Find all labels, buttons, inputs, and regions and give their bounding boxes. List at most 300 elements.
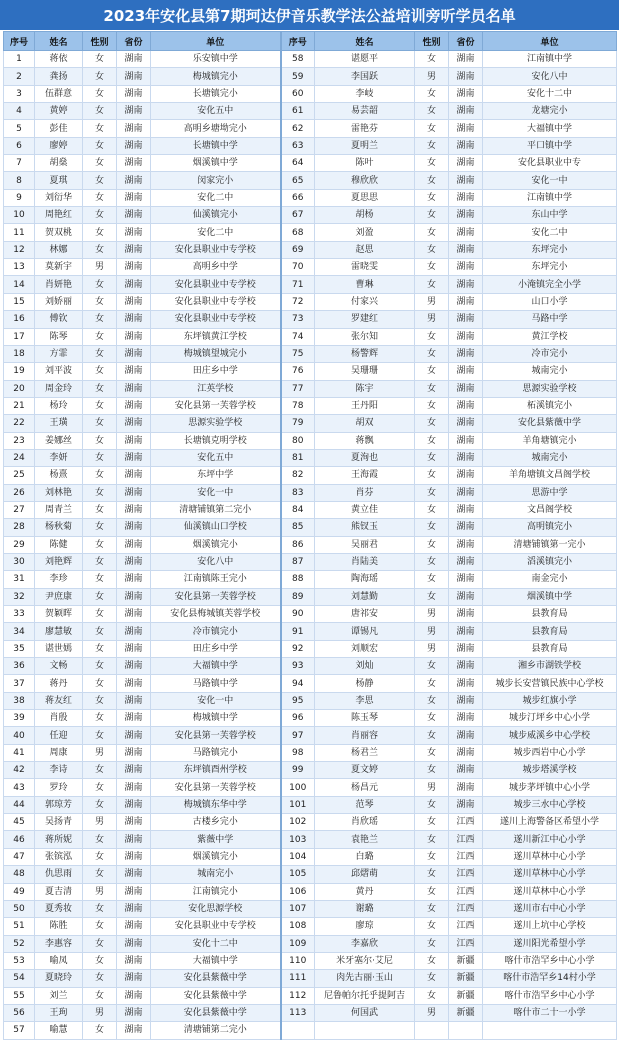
cell-gender: 女 — [83, 432, 117, 449]
cell-unit: 安化县第一芙蓉学校 — [151, 727, 281, 744]
cell-number: 22 — [4, 415, 35, 432]
col-header-unit: 单位 — [151, 32, 281, 51]
cell-gender: 男 — [83, 1004, 117, 1021]
cell-province: 湖南 — [449, 449, 483, 466]
cell-gender: 男 — [83, 814, 117, 831]
cell-gender: 女 — [83, 866, 117, 883]
cell-province: 湖南 — [117, 363, 151, 380]
cell-gender: 女 — [83, 155, 117, 172]
cell-unit: 思游中学 — [483, 484, 617, 501]
cell-number: 44 — [4, 796, 35, 813]
cell-name: 雷晓雯 — [315, 259, 415, 276]
cell-unit: 烟溪镇完小 — [151, 536, 281, 553]
cell-name: 肖丽容 — [315, 727, 415, 744]
cell-province: 湖南 — [117, 432, 151, 449]
cell-unit: 山口小学 — [483, 293, 617, 310]
cell-name: 喻凤 — [35, 952, 83, 969]
cell-number: 113 — [281, 1004, 315, 1021]
cell-name: 尹庶康 — [35, 588, 83, 605]
cell-unit: 东坪中学 — [151, 467, 281, 484]
cell-unit: 城步三水中心学校 — [483, 796, 617, 813]
cell-province: 湖南 — [117, 155, 151, 172]
cell-unit: 江英学校 — [151, 380, 281, 397]
cell-name: 贺颖晖 — [35, 606, 83, 623]
cell-name: 李岐 — [315, 85, 415, 102]
cell-unit: 城步长安营镇民族中心学校 — [483, 675, 617, 692]
col-header-province: 省份 — [449, 32, 483, 51]
table-row — [4, 189, 617, 206]
cell-name: 林娜 — [35, 241, 83, 258]
cell-number: 26 — [4, 484, 35, 501]
cell-province: 湖南 — [449, 606, 483, 623]
cell-province: 湖南 — [117, 1022, 151, 1039]
cell-gender: 女 — [415, 588, 449, 605]
cell-gender: 女 — [415, 744, 449, 761]
table-row — [4, 692, 617, 709]
table-row — [4, 415, 617, 432]
cell-unit: 思源实验学校 — [151, 415, 281, 432]
cell-unit: 黄江学校 — [483, 328, 617, 345]
cell-number: 19 — [4, 363, 35, 380]
cell-name: 王海霞 — [315, 467, 415, 484]
cell-gender: 女 — [83, 831, 117, 848]
cell-number: 103 — [281, 831, 315, 848]
cell-number: 39 — [4, 710, 35, 727]
cell-name: 李国跃 — [315, 68, 415, 85]
cell-unit: 喀什市浩罕乡14村小学 — [483, 970, 617, 987]
table-row — [4, 553, 617, 570]
cell-name: 肖殷 — [35, 710, 83, 727]
table-row — [4, 103, 617, 120]
cell-name: 肖陆美 — [315, 553, 415, 570]
cell-name: 任迎 — [35, 727, 83, 744]
cell-number: 1 — [4, 51, 35, 68]
table-row — [4, 137, 617, 154]
cell-name: 蒋所妮 — [35, 831, 83, 848]
table-row — [4, 987, 617, 1004]
cell-unit: 遂川上海警备区希望小学 — [483, 814, 617, 831]
cell-unit: 安化一中 — [483, 172, 617, 189]
cell-name: 穆欣欣 — [315, 172, 415, 189]
cell-province: 湖南 — [449, 658, 483, 675]
cell-unit: 安化县紫薇中学 — [151, 970, 281, 987]
cell-name: 张镔泓 — [35, 848, 83, 865]
cell-province: 湖南 — [449, 293, 483, 310]
cell-name: 胡双 — [315, 415, 415, 432]
cell-name: 李惠容 — [35, 935, 83, 952]
cell-name: 贺双桃 — [35, 224, 83, 241]
cell-province: 湖南 — [117, 883, 151, 900]
table-row — [4, 519, 617, 536]
cell-gender: 女 — [83, 848, 117, 865]
cell-number: 5 — [4, 120, 35, 137]
cell-gender: 女 — [415, 710, 449, 727]
table-row — [4, 311, 617, 328]
cell-unit: 安化思源学校 — [151, 900, 281, 917]
cell-number: 70 — [281, 259, 315, 276]
cell-number: 63 — [281, 137, 315, 154]
cell-name: 杨玲 — [35, 397, 83, 414]
cell-unit: 长塘镇中学 — [151, 137, 281, 154]
cell-number: 12 — [4, 241, 35, 258]
table-row — [4, 796, 617, 813]
cell-province: 江西 — [449, 935, 483, 952]
cell-unit: 遂川上坑中心学校 — [483, 918, 617, 935]
cell-number: 47 — [4, 848, 35, 865]
cell-gender: 女 — [415, 207, 449, 224]
cell-name: 刘盈 — [315, 224, 415, 241]
cell-province: 湖南 — [117, 918, 151, 935]
cell-province: 湖南 — [449, 762, 483, 779]
cell-province: 湖南 — [117, 207, 151, 224]
cell-gender: 女 — [83, 918, 117, 935]
cell-number: 85 — [281, 519, 315, 536]
cell-number: 107 — [281, 900, 315, 917]
cell-province: 湖南 — [449, 571, 483, 588]
cell-number: 99 — [281, 762, 315, 779]
cell-unit: 喀什市二十一小学 — [483, 1004, 617, 1021]
cell-unit: 城南完小 — [151, 866, 281, 883]
cell-name: 刘灿 — [315, 658, 415, 675]
cell-unit: 清塘铺镇第二完小 — [151, 501, 281, 518]
cell-name: 李珍 — [35, 571, 83, 588]
cell-province: 湖南 — [117, 311, 151, 328]
cell-province — [449, 1022, 483, 1039]
cell-gender: 女 — [415, 85, 449, 102]
cell-province: 江西 — [449, 831, 483, 848]
cell-name: 胡燊 — [35, 155, 83, 172]
cell-unit: 梅城镇中学 — [151, 710, 281, 727]
cell-number: 35 — [4, 640, 35, 657]
cell-number: 95 — [281, 692, 315, 709]
cell-unit: 羊角塘镇完小 — [483, 432, 617, 449]
cell-unit: 闵家完小 — [151, 172, 281, 189]
page-title: 2023年安化县第7期珂达伊音乐教学法公益培训旁听学员名单 — [0, 0, 619, 30]
cell-unit: 羊角塘镇文昌阁学校 — [483, 467, 617, 484]
cell-gender: 女 — [83, 51, 117, 68]
cell-number: 87 — [281, 553, 315, 570]
cell-unit: 长塘镇完小 — [151, 85, 281, 102]
cell-unit: 安化十二中 — [151, 935, 281, 952]
cell-unit — [483, 1022, 617, 1039]
table-row — [4, 883, 617, 900]
cell-name: 蒋友红 — [35, 692, 83, 709]
cell-number: 90 — [281, 606, 315, 623]
cell-name: 付家兴 — [315, 293, 415, 310]
cell-number: 14 — [4, 276, 35, 293]
cell-gender: 女 — [83, 796, 117, 813]
cell-unit: 城南完小 — [483, 449, 617, 466]
cell-name: 夏吉清 — [35, 883, 83, 900]
cell-gender: 女 — [415, 241, 449, 258]
cell-gender: 女 — [83, 900, 117, 917]
cell-province: 湖南 — [117, 658, 151, 675]
cell-unit: 安化一中 — [151, 692, 281, 709]
cell-province: 湖南 — [449, 189, 483, 206]
cell-gender: 女 — [415, 900, 449, 917]
cell-gender: 女 — [83, 692, 117, 709]
cell-gender: 女 — [83, 640, 117, 657]
cell-number: 34 — [4, 623, 35, 640]
cell-unit: 县教育局 — [483, 640, 617, 657]
table-row — [4, 276, 617, 293]
table-row — [4, 952, 617, 969]
cell-name: 王珣 — [35, 1004, 83, 1021]
cell-unit: 城南完小 — [483, 363, 617, 380]
cell-gender: 女 — [415, 501, 449, 518]
cell-province: 湖南 — [117, 120, 151, 137]
cell-number: 21 — [4, 397, 35, 414]
cell-gender: 女 — [83, 363, 117, 380]
cell-name: 邱熠萌 — [315, 866, 415, 883]
table-row — [4, 606, 617, 623]
cell-gender: 女 — [83, 137, 117, 154]
cell-name: 伍群意 — [35, 85, 83, 102]
cell-unit: 仙溪镇完小 — [151, 207, 281, 224]
table-row — [4, 571, 617, 588]
cell-province: 江西 — [449, 814, 483, 831]
cell-province: 湖南 — [117, 727, 151, 744]
cell-unit: 安化二中 — [151, 224, 281, 241]
cell-name: 吴扬青 — [35, 814, 83, 831]
cell-name: 廖琼 — [315, 918, 415, 935]
cell-province: 湖南 — [449, 727, 483, 744]
cell-unit: 江南镇陈王完小 — [151, 571, 281, 588]
cell-number: 62 — [281, 120, 315, 137]
cell-name: 刘兰 — [35, 987, 83, 1004]
cell-name: 刘衍华 — [35, 189, 83, 206]
cell-gender: 女 — [83, 328, 117, 345]
cell-number: 16 — [4, 311, 35, 328]
cell-number: 88 — [281, 571, 315, 588]
cell-unit: 小淹镇完全小学 — [483, 276, 617, 293]
cell-unit: 清塘铺镇第一完小 — [483, 536, 617, 553]
cell-gender: 女 — [83, 623, 117, 640]
cell-name: 夏琪 — [35, 172, 83, 189]
cell-gender: 女 — [415, 380, 449, 397]
cell-unit: 安化县第一芙蓉学校 — [151, 397, 281, 414]
cell-name: 李妍 — [35, 449, 83, 466]
cell-name: 何国武 — [315, 1004, 415, 1021]
col-header-name: 姓名 — [35, 32, 83, 51]
cell-province: 湖南 — [449, 744, 483, 761]
cell-province: 湖南 — [449, 311, 483, 328]
cell-number: 104 — [281, 848, 315, 865]
cell-province: 江西 — [449, 883, 483, 900]
cell-name: 彭佳 — [35, 120, 83, 137]
table-row — [4, 68, 617, 85]
cell-number: 106 — [281, 883, 315, 900]
cell-gender: 女 — [83, 606, 117, 623]
cell-unit: 遂川草林中心小学 — [483, 866, 617, 883]
cell-name: 夏晓玲 — [35, 970, 83, 987]
cell-province: 湖南 — [117, 103, 151, 120]
cell-unit: 安化县职业中专学校 — [151, 918, 281, 935]
cell-name: 周金玲 — [35, 380, 83, 397]
cell-unit: 喀什市浩罕乡中心小学 — [483, 952, 617, 969]
cell-name: 李诗 — [35, 762, 83, 779]
cell-gender: 女 — [83, 68, 117, 85]
cell-name: 刘艳辉 — [35, 553, 83, 570]
cell-unit: 清塘铺第二完小 — [151, 1022, 281, 1039]
cell-number: 28 — [4, 519, 35, 536]
cell-unit: 城步茅坪镇中心小学 — [483, 779, 617, 796]
cell-name — [315, 1022, 415, 1039]
cell-number: 31 — [4, 571, 35, 588]
cell-number: 93 — [281, 658, 315, 675]
cell-number: 4 — [4, 103, 35, 120]
cell-gender: 女 — [83, 397, 117, 414]
cell-unit: 马路镇中学 — [151, 675, 281, 692]
cell-province: 湖南 — [449, 328, 483, 345]
cell-number: 50 — [4, 900, 35, 917]
table-row — [4, 744, 617, 761]
cell-gender: 女 — [83, 241, 117, 258]
cell-unit: 东坪镇黄江学校 — [151, 328, 281, 345]
cell-number: 109 — [281, 935, 315, 952]
cell-number: 43 — [4, 779, 35, 796]
cell-unit: 马路镇完小 — [151, 744, 281, 761]
cell-gender: 男 — [415, 311, 449, 328]
cell-gender: 女 — [415, 345, 449, 362]
table-row — [4, 640, 617, 657]
cell-gender: 女 — [83, 571, 117, 588]
cell-number: 83 — [281, 484, 315, 501]
cell-name: 李嘉欣 — [315, 935, 415, 952]
cell-unit: 江南镇完小 — [151, 883, 281, 900]
table-row — [4, 328, 617, 345]
cell-name: 谌愿平 — [315, 51, 415, 68]
cell-gender: 男 — [415, 293, 449, 310]
cell-unit: 马路中学 — [483, 311, 617, 328]
cell-name: 刘林艳 — [35, 484, 83, 501]
cell-unit: 县教育局 — [483, 606, 617, 623]
roster-body — [4, 51, 617, 1040]
cell-province: 湖南 — [117, 536, 151, 553]
cell-name: 蒋依 — [35, 51, 83, 68]
table-row — [4, 207, 617, 224]
cell-province: 湖南 — [117, 640, 151, 657]
cell-province: 江西 — [449, 848, 483, 865]
table-row — [4, 779, 617, 796]
cell-province: 湖南 — [117, 189, 151, 206]
cell-gender — [415, 1022, 449, 1039]
cell-province: 湖南 — [117, 675, 151, 692]
cell-unit: 安化县梅城镇芙蓉学校 — [151, 606, 281, 623]
cell-number: 110 — [281, 952, 315, 969]
cell-gender: 女 — [415, 675, 449, 692]
cell-province: 湖南 — [449, 519, 483, 536]
cell-gender: 女 — [83, 120, 117, 137]
cell-unit: 大福镇中学 — [151, 658, 281, 675]
cell-name: 易芸韶 — [315, 103, 415, 120]
cell-name: 尼鲁帕尔托乎提阿吉 — [315, 987, 415, 1004]
cell-number: 94 — [281, 675, 315, 692]
cell-province: 湖南 — [117, 137, 151, 154]
cell-name: 杨君兰 — [315, 744, 415, 761]
cell-gender: 女 — [415, 224, 449, 241]
cell-gender: 女 — [83, 762, 117, 779]
cell-name: 吴珊珊 — [315, 363, 415, 380]
cell-number: 78 — [281, 397, 315, 414]
cell-number: 24 — [4, 449, 35, 466]
cell-name: 王璜 — [35, 415, 83, 432]
cell-unit: 安化县第一芙蓉学校 — [151, 779, 281, 796]
cell-unit: 城步威溪乡中心学校 — [483, 727, 617, 744]
cell-gender: 女 — [415, 692, 449, 709]
table-row — [4, 1022, 617, 1039]
cell-province: 湖南 — [449, 345, 483, 362]
cell-gender: 男 — [415, 623, 449, 640]
cell-name: 陶海瑶 — [315, 571, 415, 588]
cell-name: 陈琴 — [35, 328, 83, 345]
cell-gender: 女 — [415, 103, 449, 120]
cell-gender: 女 — [83, 276, 117, 293]
cell-unit: 遂川草林中心小学 — [483, 848, 617, 865]
cell-name: 陈叶 — [315, 155, 415, 172]
cell-gender: 女 — [415, 432, 449, 449]
cell-number: 73 — [281, 311, 315, 328]
cell-province: 湖南 — [117, 762, 151, 779]
cell-gender: 女 — [83, 536, 117, 553]
cell-number: 61 — [281, 103, 315, 120]
cell-unit: 安化县紫薇中学 — [151, 987, 281, 1004]
cell-province: 湖南 — [449, 536, 483, 553]
cell-number: 71 — [281, 276, 315, 293]
cell-gender: 女 — [415, 172, 449, 189]
cell-province: 湖南 — [449, 380, 483, 397]
cell-gender: 女 — [415, 276, 449, 293]
cell-unit: 高明镇完小 — [483, 519, 617, 536]
cell-gender: 女 — [83, 1022, 117, 1039]
cell-number: 45 — [4, 814, 35, 831]
cell-unit: 大福镇中学 — [483, 120, 617, 137]
cell-number: 81 — [281, 449, 315, 466]
cell-name: 喻慧 — [35, 1022, 83, 1039]
cell-name: 白璐 — [315, 848, 415, 865]
cell-name: 米牙塞尔·艾尼 — [315, 952, 415, 969]
cell-name: 罗玲 — [35, 779, 83, 796]
cell-name: 夏洵也 — [315, 449, 415, 466]
cell-name: 仇思雨 — [35, 866, 83, 883]
cell-name: 刘平波 — [35, 363, 83, 380]
cell-province: 湖南 — [449, 553, 483, 570]
cell-gender: 女 — [83, 970, 117, 987]
cell-province: 湖南 — [449, 68, 483, 85]
cell-gender: 女 — [83, 710, 117, 727]
cell-number: 7 — [4, 155, 35, 172]
cell-province: 湖南 — [117, 484, 151, 501]
cell-number: 75 — [281, 345, 315, 362]
cell-unit: 烟溪镇中学 — [151, 155, 281, 172]
cell-province: 湖南 — [449, 779, 483, 796]
cell-name: 方霏 — [35, 345, 83, 362]
cell-number: 8 — [4, 172, 35, 189]
cell-province: 湖南 — [449, 640, 483, 657]
cell-gender: 女 — [415, 519, 449, 536]
cell-unit: 安化二中 — [151, 189, 281, 206]
cell-province: 湖南 — [117, 848, 151, 865]
cell-name: 文畅 — [35, 658, 83, 675]
cell-name: 曹琳 — [315, 276, 415, 293]
col-header-unit: 单位 — [483, 32, 617, 51]
cell-province: 湖南 — [117, 779, 151, 796]
cell-number: 66 — [281, 189, 315, 206]
table-row — [4, 380, 617, 397]
cell-number: 29 — [4, 536, 35, 553]
cell-name: 胡杨 — [315, 207, 415, 224]
cell-province: 湖南 — [449, 692, 483, 709]
